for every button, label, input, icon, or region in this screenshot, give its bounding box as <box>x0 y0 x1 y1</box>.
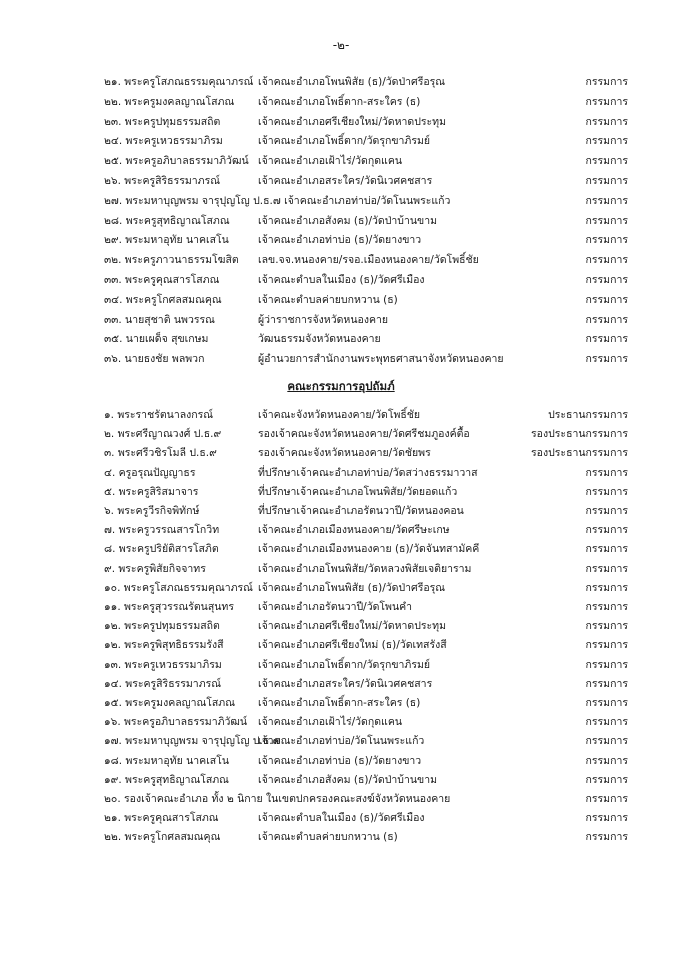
member-role: กรรมการ <box>585 697 628 709</box>
list-item <box>0 405 682 425</box>
member-position: เจ้าคณะอำเภอศรีเชียงใหม่/วัดหาดประทุม <box>258 620 447 633</box>
member-position: เจ้าคณะอำเภอเมืองหนองคาย/วัดศรีษะเกษ <box>258 524 450 537</box>
list-item <box>0 310 682 330</box>
member-position: เจ้าคณะตำบลในเมือง (ธ)/วัดศรีเมือง <box>258 274 425 286</box>
member-position: เจ้าคณะอำเภอท่าบ่อ/วัดโนนพระแก้ว <box>258 735 425 748</box>
member-name: ๑๔. พระครูสิริธรรมาภรณ์ <box>104 677 222 690</box>
list-item <box>0 72 682 92</box>
member-role: กรรมการ <box>585 234 628 247</box>
member-role: กรรมการ <box>585 293 628 306</box>
list-item <box>0 329 682 349</box>
member-position: ที่ปรึกษาเจ้าคณะอำเภอโพนพิสัย/วัดยอดแก้ว <box>258 485 458 498</box>
member-name: ๒๔. พระครูเหวธรรมาภิรม <box>104 135 223 148</box>
member-role: กรรมการ <box>585 639 628 652</box>
list-item <box>0 789 682 809</box>
list-item <box>0 827 682 847</box>
member-position: เจ้าคณะอำเภอศรีเชียงใหม่/วัดหาดประทุม <box>258 115 447 128</box>
member-position: ที่ปรึกษาเจ้าคณะอำเภอท่าบ่อ/วัดสว่างธรรมาวาส <box>258 466 478 479</box>
member-role: กรรมการ <box>585 333 628 346</box>
member-name: ๓. พระศรีวชิรโมลี ป.ธ.๙ <box>104 447 217 460</box>
member-role: กรรมการ <box>585 831 628 844</box>
member-position: เจ้าคณะอำเภอสังคม (ธ)/วัดป่าบ้านขาม <box>258 773 438 786</box>
member-role: รองประธานกรรมการ <box>531 428 628 441</box>
member-name: ๒๕. พระครูอภิบาลธรรมาภิวัฒน์ <box>104 155 249 168</box>
member-position: เจ้าคณะอำเภอโพนพิสัย (ธ)/วัดป่าศรีอรุณ <box>258 581 446 594</box>
member-name: ๒๐. รองเจ้าคณะอำเภอ ทั้ง ๒ นิกาย ในเขตปกครองคณะสงฆ์จังหวัดหนองคาย <box>104 793 451 805</box>
list-item <box>0 808 682 828</box>
member-position: เจ้าคณะตำบลค่ายบกหวาน (ธ) <box>258 831 398 844</box>
member-position: เจ้าคณะอำเภอสระใคร/วัดนิเวศคชสาร <box>258 677 433 690</box>
list-item <box>0 655 682 675</box>
member-name: ๑๐. พระครูโสภณธรรมคุณาภรณ์ <box>104 581 253 594</box>
member-name: ๓๓. พระครูคุณสารโสภณ <box>104 274 220 286</box>
member-position: เจ้าคณะอำเภอศรีเชียงใหม่ (ธ)/วัดเทสรังสี <box>258 639 447 652</box>
member-role: กรรมการ <box>585 254 628 267</box>
member-name: ๖. พระครูวีรกิจพิทักษ์ <box>104 505 200 517</box>
list-item <box>0 635 682 655</box>
member-name: ๒๓. พระครูปทุมธรรมสถิต <box>104 115 221 128</box>
list-item <box>0 578 682 598</box>
member-name: ๙. พระครูพิสัยกิจจาทร <box>104 562 206 575</box>
member-position: เจ้าคณะจังหวัดหนองคาย/วัดโพธิ์ชัย <box>258 409 421 421</box>
section-title: คณะกรรมการอุปถัมภ์ <box>287 379 395 393</box>
member-role: กรรมการ <box>585 677 628 690</box>
member-name: ๒๘. พระครูสุทธิญาณโสภณ <box>104 214 230 227</box>
member-name: ๒๒. พระครูโกศลสมณคุณ <box>104 831 221 844</box>
list-item <box>0 559 682 579</box>
list-item <box>0 92 682 112</box>
list-item <box>0 770 682 790</box>
member-role: กรรมการ <box>585 524 628 537</box>
member-role: กรรมการ <box>585 773 628 786</box>
list-item <box>0 270 682 290</box>
list-item <box>0 443 682 463</box>
list-item <box>0 693 682 713</box>
member-name: ๒๗. พระมหาบุญพรม จารุปุญโญ ป.ธ.๗ เจ้าคณะอำเภอท่าบ่อ/วัดโนนพระแก้ว <box>104 194 451 207</box>
member-role: ประธานกรรมการ <box>548 409 628 421</box>
member-name: ๓๖. นายธงชัย พลพวก <box>104 353 205 366</box>
member-role: กรรมการ <box>585 562 628 575</box>
list-item <box>0 674 682 694</box>
member-role: กรรมการ <box>585 76 628 88</box>
member-position: เจ้าคณะอำเภอสังคม (ธ)/วัดป่าบ้านขาม <box>258 214 438 227</box>
member-name: ๗. พระครูวรรณสารโกวิท <box>104 524 220 537</box>
member-name: ๒๑. พระครูคุณสารโสภณ <box>104 812 219 825</box>
member-position: เจ้าคณะอำเภอโพนพิสัย/วัดหลวงพิสัยเจติยาราม <box>258 562 472 575</box>
list-item <box>0 112 682 132</box>
member-name: ๘. พระครูปริยัติสารโสภิต <box>104 543 219 556</box>
member-role: กรรมการ <box>585 313 628 326</box>
member-role: กรรมการ <box>585 812 628 825</box>
member-position: ผู้อำนวยการสำนักงานพระพุทธศาสนาจังหวัดหนองคาย <box>258 353 504 366</box>
member-name: ๑๓. พระครูเหวธรรมาภิรม <box>104 658 222 671</box>
member-name: ๑๕. พระครูมงคลญาณโสภณ <box>104 697 235 709</box>
list-item <box>0 501 682 521</box>
list-item <box>0 539 682 559</box>
member-role: กรรมการ <box>585 194 628 207</box>
member-name: ๑๑. พระครูสุวรรณรัตนสุนทร <box>104 601 234 613</box>
member-role: กรรมการ <box>585 543 628 556</box>
list-item <box>0 482 682 502</box>
member-name: ๒. พระศรีญาณวงศ์ ป.ธ.๙ <box>104 428 222 441</box>
list-item <box>0 520 682 540</box>
member-position: เจ้าคณะอำเภอท่าบ่อ (ธ)/วัดยางขาว <box>258 234 422 247</box>
member-name: ๑๙. พระครูสุทธิญาณโสภณ <box>104 773 229 786</box>
member-name: ๓๓. นายสุชาติ นพวรรณ <box>104 313 215 326</box>
member-role: กรรมการ <box>585 214 628 227</box>
list-item <box>0 171 682 191</box>
member-name: ๒๖. พระครูสิริธรรมาภรณ์ <box>104 175 220 187</box>
member-name: ๑๗. พระมหาบุญพรม จารุปุญโญ ป.ธ.๗ <box>104 735 281 748</box>
member-role: กรรมการ <box>585 175 628 187</box>
member-role: รองประธานกรรมการ <box>531 447 628 460</box>
list-item <box>0 191 682 211</box>
member-position: ที่ปรึกษาเจ้าคณะอำเภอรัตนวาปี/วัดหนองคอน <box>258 505 464 517</box>
member-position: เจ้าคณะอำเภอเฝ้าไร่/วัดกุดแคน <box>258 155 403 168</box>
member-role: กรรมการ <box>585 505 628 517</box>
member-role: กรรมการ <box>585 754 628 767</box>
list-item <box>0 131 682 151</box>
member-name: ๒๒. พระครูมงคลญาณโสภณ <box>104 95 235 108</box>
member-name: ๒๙. พระมหาอุทัย นาคเสโน <box>104 234 229 247</box>
member-role: กรรมการ <box>585 115 628 128</box>
member-position: รองเจ้าคณะจังหวัดหนองคาย/วัดชัยพร <box>258 447 431 460</box>
member-name: ๓๔. พระครูโกศลสมณคุณ <box>104 293 222 306</box>
member-name: ๑๘. พระมหาอุทัย นาคเสโน <box>104 754 230 767</box>
member-role: กรรมการ <box>585 485 628 498</box>
list-item <box>0 712 682 732</box>
member-position: เจ้าคณะอำเภอสระใคร/วัดนิเวศคชสาร <box>258 175 433 187</box>
member-position: เจ้าคณะอำเภอโพธิ์ตาก/วัดรุกขาภิรมย์ <box>258 658 431 671</box>
member-name: ๑๖. พระครูอภิบาลธรรมาภิวัฒน์ <box>104 716 248 729</box>
member-role: กรรมการ <box>585 466 628 479</box>
list-item <box>0 290 682 310</box>
list-item <box>0 211 682 231</box>
list-item <box>0 751 682 771</box>
list-item <box>0 616 682 636</box>
member-position: เจ้าคณะตำบลในเมือง (ธ)/วัดศรีเมือง <box>258 812 425 825</box>
member-name: ๑. พระราชรัตนาลงกรณ์ <box>104 409 214 421</box>
list-item <box>0 424 682 444</box>
list-item <box>0 597 682 617</box>
member-position: เจ้าคณะอำเภอโพธิ์ตาก/วัดรุกขาภิรมย์ <box>258 135 431 148</box>
member-name: ๑๒. พระครูปทุมธรรมสถิต <box>104 620 220 633</box>
member-position: เจ้าคณะอำเภอท่าบ่อ (ธ)/วัดยางขาว <box>258 754 422 767</box>
member-position: วัฒนธรรมจังหวัดหนองคาย <box>258 333 381 346</box>
list-item <box>0 463 682 483</box>
page-number: -๒- <box>332 38 350 52</box>
member-position: เจ้าคณะอำเภอโพธิ์ตาก-สระใคร (ธ) <box>258 95 421 108</box>
member-role: กรรมการ <box>585 658 628 671</box>
list-item <box>0 151 682 171</box>
member-name: ๓๕. นายเผด็จ สุขเกษม <box>104 333 209 346</box>
member-role: กรรมการ <box>585 793 628 805</box>
list-item <box>0 230 682 250</box>
member-name: ๓๒. พระครูภาวนาธรรมโฆสิต <box>104 254 239 267</box>
member-position: เจ้าคณะอำเภอเฝ้าไร่/วัดกุดแคน <box>258 716 403 729</box>
member-position: เจ้าคณะอำเภอเมืองหนองคาย (ธ)/วัดจันทสามัคคี <box>258 543 480 556</box>
member-name: ๔. ครูอรุณปัญญาธร <box>104 466 196 479</box>
member-role: กรรมการ <box>585 95 628 108</box>
member-position: ผู้ว่าราชการจังหวัดหนองคาย <box>258 313 389 326</box>
list-item <box>0 250 682 270</box>
member-role: กรรมการ <box>585 135 628 148</box>
member-position: รองเจ้าคณะจังหวัดหนองคาย/วัดศรีชมภูองค์ตื้อ <box>258 428 470 441</box>
list-item <box>0 349 682 369</box>
member-name: ๑๒. พระครูพิสุทธิธรรมรังสี <box>104 639 224 652</box>
member-position: เลข.จจ.หนองคาย/รจอ.เมืองหนองคาย/วัดโพธิ์ชัย <box>258 254 479 267</box>
member-position: เจ้าคณะอำเภอรัตนวาปี/วัดโพนคำ <box>258 601 413 613</box>
member-role: กรรมการ <box>585 601 628 613</box>
list-item <box>0 731 682 751</box>
member-role: กรรมการ <box>585 353 628 366</box>
member-position: เจ้าคณะอำเภอโพนพิสัย (ธ)/วัดป่าศรีอรุณ <box>258 76 446 88</box>
member-role: กรรมการ <box>585 735 628 748</box>
member-name: ๒๑. พระครูโสภณธรรมคุณาภรณ์ <box>104 76 254 88</box>
member-role: กรรมการ <box>585 274 628 286</box>
member-role: กรรมการ <box>585 581 628 594</box>
member-name: ๕. พระครูสิริสมาจาร <box>104 485 199 498</box>
member-role: กรรมการ <box>585 620 628 633</box>
member-role: กรรมการ <box>585 716 628 729</box>
member-position: เจ้าคณะตำบลค่ายบกหวาน (ธ) <box>258 293 398 306</box>
member-role: กรรมการ <box>585 155 628 168</box>
member-position: เจ้าคณะอำเภอโพธิ์ตาก-สระใคร (ธ) <box>258 697 421 709</box>
